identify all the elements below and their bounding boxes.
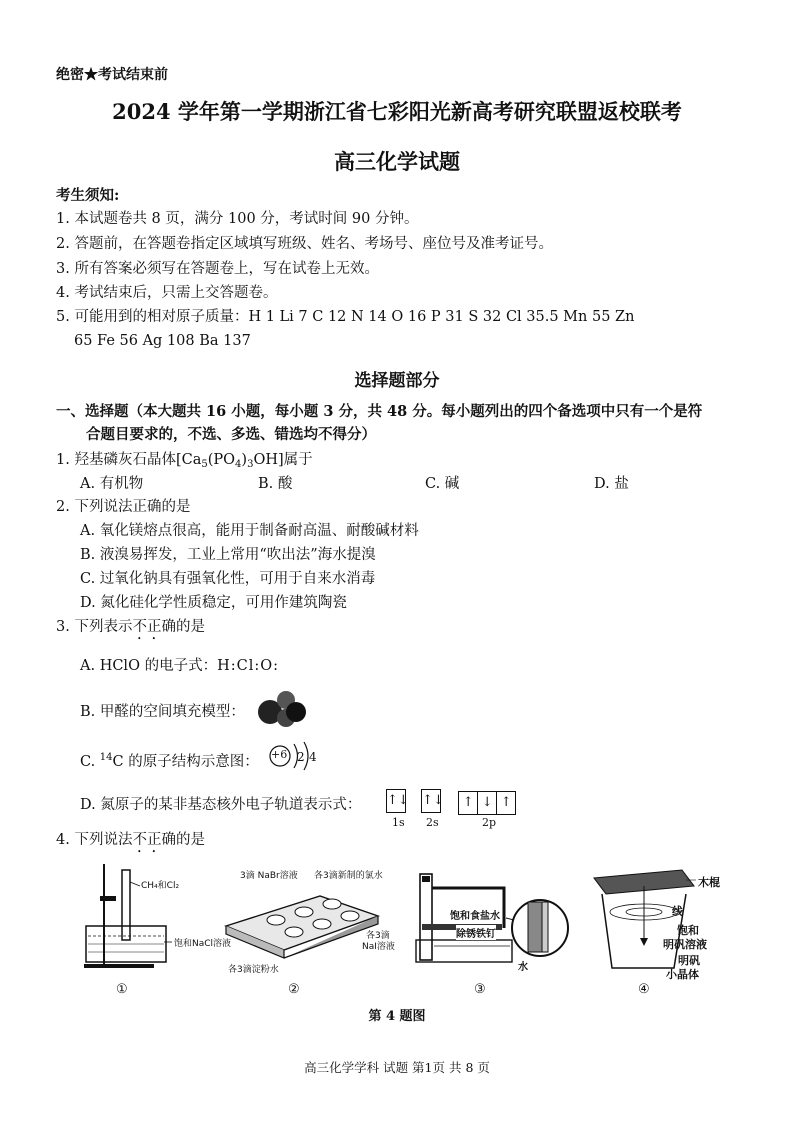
q3-option-d-label: D. 氮原子的某非基态核外电子轨道表示式： — [80, 797, 362, 813]
orbital-label-2s: 2s — [426, 816, 439, 829]
notice-heading: 考生须知: — [56, 187, 120, 204]
figure-2-spot-plate — [222, 876, 382, 968]
fig4-stick-label: 木棍 — [698, 876, 720, 889]
figure-1-apparatus — [78, 860, 228, 972]
orbital-label-2p: 2p — [482, 816, 497, 829]
orbital-1s: ↑↓ — [386, 789, 406, 813]
q3-stem: 3. 下列表示不正确的是 — [56, 619, 205, 635]
orbital-label-1s: 1s — [392, 816, 405, 829]
q1-option-d: D. 盐 — [594, 476, 629, 492]
fig4-crystal-label: 小晶体 — [666, 968, 699, 981]
figure-caption: 第 4 题图 — [368, 1009, 426, 1024]
q2-option-d: D. 氮化硅化学性质稳定，可用作建筑陶瓷 — [80, 595, 347, 611]
fig2-chlorine-label: 各3滴新制的氯水 — [314, 871, 383, 881]
q1-stem: 1. 羟基磷灰石晶体$[Ca_5(PO_4)_3OH]$属于 — [56, 452, 313, 470]
q3-option-b-label: B. 甲醛的空间填充模型： — [80, 704, 245, 720]
notice-item: 4. 考试结束后，只需上交答题卷。 — [56, 285, 278, 301]
notice-item: 3. 所有答案必须写在答题卷上，写在试卷上无效。 — [56, 261, 379, 277]
shell-2-electrons: 4 — [309, 750, 317, 764]
page-footer: 高三化学学科 试题 第1页 共 8 页 — [304, 1060, 490, 1075]
fig2-nai-label: NaI溶液 — [362, 942, 395, 952]
formaldehyde-model — [256, 688, 310, 728]
shell-1-electrons: 2 — [297, 750, 305, 764]
q2-option-c: C. 过氧化钠具有强氧化性，可用于自来水消毒 — [80, 571, 376, 587]
q4-stem: 4. 下列说法不正确的是 — [56, 832, 205, 848]
fig1-number: ① — [116, 982, 128, 997]
q2-stem: 2. 下列说法正确的是 — [56, 499, 191, 515]
fig2-starch-label: 各3滴淀粉水 — [228, 965, 279, 975]
orbital-diagram — [386, 789, 516, 815]
q3-option-c-label: C. $^{14}$C 的原子结构示意图： — [80, 752, 259, 770]
fig1-solution-label: 饱和NaCl溶液 — [174, 939, 232, 949]
orbital-2p-x: ↑ — [458, 791, 478, 815]
q1-option-b: B. 酸 — [258, 476, 293, 492]
q2-option-a: A. 氧化镁熔点很高，能用于制备耐高温、耐酸碱材料 — [80, 523, 419, 539]
notice-item: 5. 可能用到的相对原子质量：H 1 Li 7 C 12 N 14 O 16 P 31 S 32 Cl 35.5 Mn 55 Zn — [56, 309, 635, 325]
q1-option-a: A. 有机物 — [80, 476, 144, 492]
exam-title: 2024 学年第一学期浙江省七彩阳光新高考研究联盟返校联考 — [112, 99, 682, 124]
fig4-number: ④ — [638, 982, 650, 997]
fig3-nail-label: 除锈铁钉 — [456, 925, 496, 940]
nucleus-charge: +6 — [271, 748, 288, 761]
fig2-drops-label: 各3滴 — [366, 931, 390, 941]
section-intro: 一、选择题（本大题共 16 小题，每小题 3 分，共 48 分。每小题列出的四个备选项中只有一个是符 — [56, 403, 703, 420]
secret-mark: 绝密★考试结束前 — [56, 67, 168, 83]
fig1-gas-label: CH₄和Cl₂ — [141, 881, 180, 891]
orbital-2p-y: ↓ — [478, 791, 497, 815]
section-intro-cont: 合题目要求的，不选、多选、错选均不得分） — [86, 426, 376, 443]
fig3-number: ③ — [474, 982, 486, 997]
fig4-alum-label: 明矾 — [678, 954, 700, 967]
q2-option-b: B. 液溴易挥发，工业上常用“吹出法”海水提溴 — [80, 547, 376, 563]
notice-item-cont: 65 Fe 56 Ag 108 Ba 137 — [74, 333, 251, 349]
notice-item: 2. 答题前，在答题卷指定区域填写班级、姓名、考场号、座位号及准考证号。 — [56, 236, 553, 252]
orbital-2p-z: ↑ — [497, 791, 516, 815]
q1-option-c: C. 碱 — [425, 476, 460, 492]
fig2-number: ② — [288, 982, 300, 997]
fig4-thread-label: 线 — [672, 905, 683, 918]
fig4-saturated-label: 饱和 — [677, 924, 699, 937]
fig3-brine-label: 饱和食盐水 — [450, 911, 500, 922]
orbital-2s: ↑↓ — [421, 789, 441, 813]
fig4-solution-label: 明矾溶液 — [663, 938, 707, 951]
hclo-electron-formula: H:Cl:O: — [217, 658, 279, 674]
fig3-water-label: 水 — [518, 962, 528, 973]
fig2-nabr-label: 3滴 NaBr溶液 — [240, 871, 298, 881]
section-title: 选择题部分 — [354, 371, 440, 391]
q3-option-a: A. HClO 的电子式：H:Cl:O: — [80, 658, 279, 674]
subject-title: 高三化学试题 — [334, 149, 460, 174]
notice-item: 1. 本试题卷共 8 页，满分 100 分，考试时间 90 分钟。 — [56, 211, 419, 227]
